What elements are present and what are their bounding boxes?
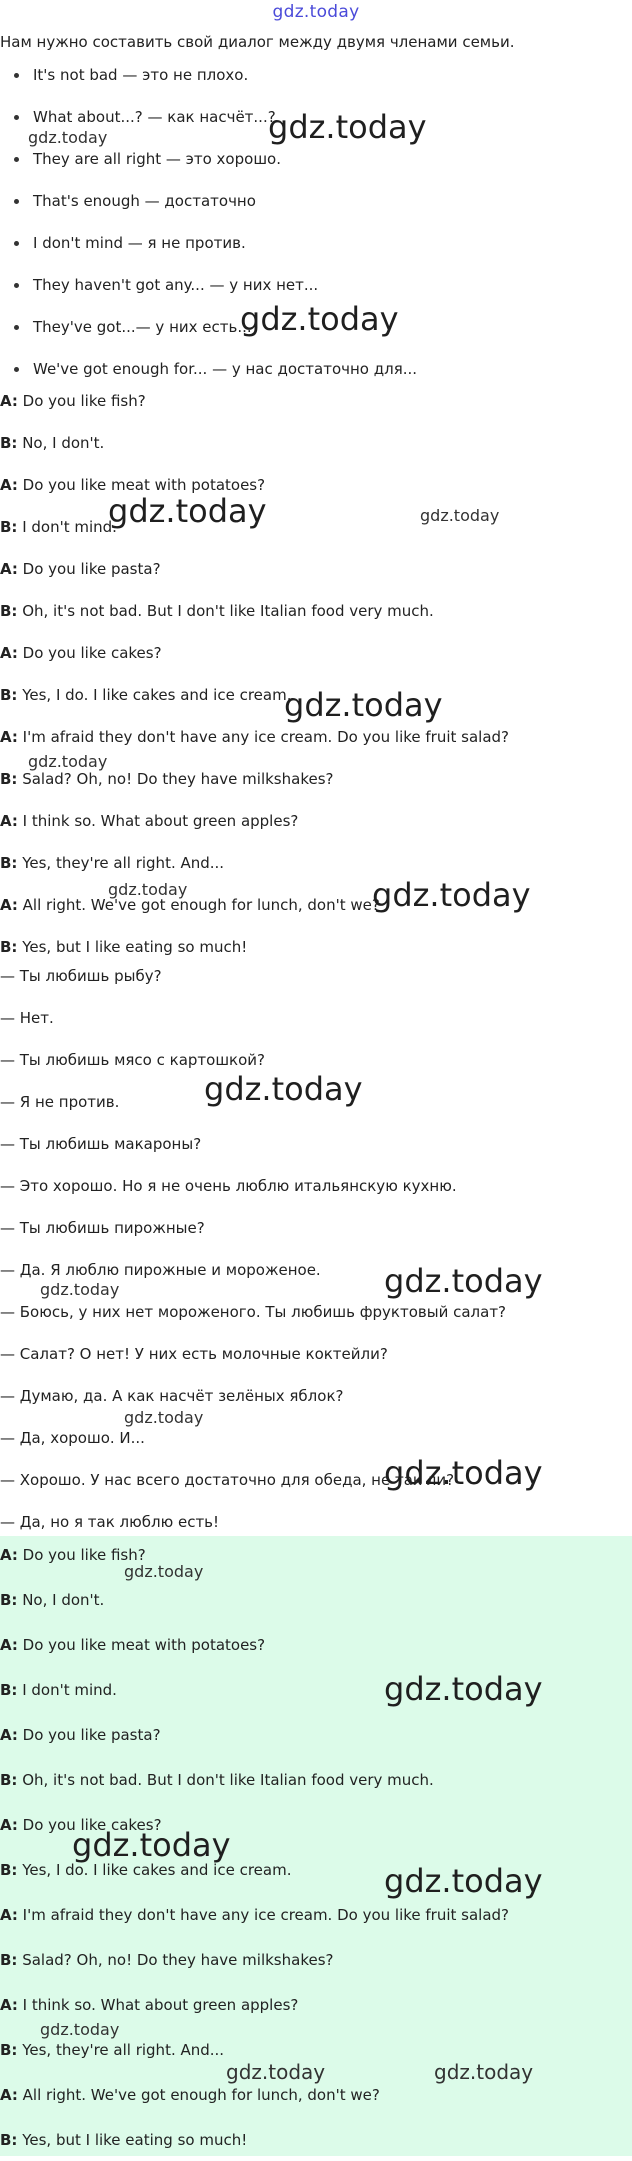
dialog-line bbox=[0, 770, 509, 812]
line-text: Salad? Oh, no! Do they have milkshakes? bbox=[17, 770, 334, 788]
watermark: gdz.today bbox=[204, 1070, 363, 1108]
speaker-label: B: bbox=[0, 434, 18, 452]
line-text: Do you like cakes? bbox=[17, 644, 162, 662]
dialog-line: — Это хорошо. Но я не очень люблю итальянскую кухню. bbox=[0, 1177, 457, 1195]
speaker-label: A: bbox=[0, 2086, 18, 2104]
dialog-line bbox=[0, 644, 509, 686]
dialog-line bbox=[0, 560, 509, 602]
dialog-line bbox=[0, 1771, 509, 1816]
watermark: gdz.today bbox=[372, 876, 531, 914]
speaker-label: B: bbox=[0, 938, 18, 956]
dialog-line bbox=[0, 938, 509, 970]
speaker-label: A: bbox=[0, 1636, 18, 1654]
line-text: All right. We've got enough for lunch, don't we? bbox=[17, 2086, 380, 2104]
watermark: gdz.today bbox=[40, 2020, 120, 2039]
line-text: I don't mind. bbox=[17, 1681, 117, 1699]
speaker-label: B: bbox=[0, 1951, 18, 1969]
speaker-label: B: bbox=[0, 1771, 18, 1789]
line-text: I don't mind. bbox=[17, 518, 117, 536]
speaker-label: B: bbox=[0, 1861, 18, 1879]
dialog-line: — Ты любишь макароны? bbox=[0, 1135, 202, 1153]
watermark: gdz.today bbox=[268, 108, 427, 146]
dialog-line bbox=[0, 1816, 509, 1861]
watermark: gdz.today bbox=[28, 752, 108, 771]
line-text: Do you like meat with potatoes? bbox=[17, 476, 266, 494]
dialog-line: — Думаю, да. А как насчёт зелёных яблок? bbox=[0, 1387, 344, 1405]
speaker-label: A: bbox=[0, 392, 18, 410]
watermark: gdz.today bbox=[124, 1408, 204, 1427]
dialog-line bbox=[0, 518, 509, 560]
line-text: Do you like fish? bbox=[17, 392, 146, 410]
line-text: Do you like meat with potatoes? bbox=[17, 1636, 266, 1654]
watermark: gdz.today bbox=[240, 300, 399, 338]
speaker-label: B: bbox=[0, 1681, 18, 1699]
dialog-line bbox=[0, 434, 509, 476]
dialog-line bbox=[0, 2041, 509, 2086]
speaker-label: A: bbox=[0, 1726, 18, 1744]
dialog-line bbox=[0, 854, 509, 896]
line-text: Oh, it's not bad. But I don't like Italian food very much. bbox=[17, 1771, 434, 1789]
speaker-label: B: bbox=[0, 2041, 18, 2059]
line-text: Do you like pasta? bbox=[17, 1726, 161, 1744]
dialog-line: — Нет. bbox=[0, 1009, 54, 1027]
speaker-label: B: bbox=[0, 854, 18, 872]
watermark: gdz.today bbox=[124, 1562, 204, 1581]
dialog-english-answer bbox=[0, 1546, 509, 2161]
dialog-line: — Боюсь, у них нет мороженого. Ты любишь фруктовый салат? bbox=[0, 1303, 507, 1321]
dialog-line bbox=[0, 1996, 509, 2041]
dialog-line bbox=[0, 1591, 509, 1636]
line-text: I think so. What about green apples? bbox=[17, 812, 299, 830]
watermark: gdz.today bbox=[384, 1454, 543, 1492]
dialog-line bbox=[0, 1906, 509, 1951]
dialog-line: — Да. Я люблю пирожные и мороженое. bbox=[0, 1261, 321, 1279]
speaker-label: A: bbox=[0, 1996, 18, 2014]
dialog-line: — Ты любишь мясо с картошкой? bbox=[0, 1051, 265, 1069]
speaker-label: B: bbox=[0, 518, 18, 536]
line-text: I'm afraid they don't have any ice cream. Do you like fruit salad? bbox=[17, 1906, 510, 1924]
line-text: Do you like pasta? bbox=[17, 560, 161, 578]
dialog-line bbox=[0, 896, 509, 938]
dialog-line: — Салат? О нет! У них есть молочные коктейли? bbox=[0, 1345, 388, 1363]
dialog-russian bbox=[0, 967, 506, 1545]
list-item: They've got...— у них есть... bbox=[0, 318, 417, 360]
line-text: No, I don't. bbox=[17, 1591, 105, 1609]
dialog-line: — Ты любишь пирожные? bbox=[0, 1219, 205, 1237]
speaker-label: A: bbox=[0, 896, 18, 914]
list-item: I don't mind — я не против. bbox=[0, 234, 417, 276]
list-item: They haven't got any... — у них нет... bbox=[0, 276, 417, 318]
line-text: Yes, they're all right. And... bbox=[17, 854, 225, 872]
line-text: Salad? Oh, no! Do they have milkshakes? bbox=[17, 1951, 334, 1969]
dialog-line: — Да, но я так люблю есть! bbox=[0, 1513, 220, 1531]
line-text: Oh, it's not bad. But I don't like Italian food very much. bbox=[17, 602, 434, 620]
watermark: gdz.today bbox=[420, 506, 500, 525]
speaker-label: A: bbox=[0, 644, 18, 662]
speaker-label: A: bbox=[0, 1816, 18, 1834]
watermark: gdz.today bbox=[108, 880, 188, 899]
dialog-line bbox=[0, 1636, 509, 1681]
dialog-line bbox=[0, 1681, 509, 1726]
watermark: gdz.today bbox=[284, 686, 443, 724]
speaker-label: B: bbox=[0, 602, 18, 620]
speaker-label: B: bbox=[0, 770, 18, 788]
dialog-line bbox=[0, 812, 509, 854]
watermark: gdz.today bbox=[108, 492, 267, 530]
watermark: gdz.today bbox=[40, 1280, 120, 1299]
dialog-line bbox=[0, 1861, 509, 1906]
line-text: No, I don't. bbox=[17, 434, 105, 452]
speaker-label: B: bbox=[0, 686, 18, 704]
dialog-line bbox=[0, 476, 509, 518]
speaker-label: B: bbox=[0, 2131, 18, 2149]
list-item: What about...? — как насчёт...? bbox=[0, 108, 417, 150]
dialog-line bbox=[0, 2131, 509, 2161]
watermark: gdz.today bbox=[384, 1262, 543, 1300]
watermark: gdz.today bbox=[384, 1862, 543, 1900]
phrase-list bbox=[0, 66, 417, 402]
dialog-line: — Ты любишь рыбу? bbox=[0, 967, 162, 985]
dialog-line bbox=[0, 602, 509, 644]
dialog-line: — Я не против. bbox=[0, 1093, 120, 1111]
watermark: gdz.today bbox=[434, 2060, 534, 2084]
speaker-label: A: bbox=[0, 1906, 18, 1924]
dialog-line: — Да, хорошо. И... bbox=[0, 1429, 145, 1447]
dialog-line bbox=[0, 392, 509, 434]
site-logo[interactable]: gdz.today bbox=[272, 2, 360, 22]
speaker-label: A: bbox=[0, 560, 18, 578]
list-item: That's enough — достаточно bbox=[0, 192, 417, 234]
speaker-label: A: bbox=[0, 1546, 18, 1564]
dialog-line bbox=[0, 686, 509, 728]
watermark: gdz.today bbox=[384, 1670, 543, 1708]
dialog-line bbox=[0, 2086, 509, 2131]
dialog-line: — Хорошо. У нас всего достаточно для обеда, не так ли? bbox=[0, 1471, 455, 1489]
line-text: Yes, they're all right. And... bbox=[17, 2041, 225, 2059]
line-text: Yes, I do. I like cakes and ice cream. bbox=[17, 686, 292, 704]
watermark: gdz.today bbox=[28, 128, 108, 147]
line-text: I'm afraid they don't have any ice cream. Do you like fruit salad? bbox=[17, 728, 510, 746]
list-item: They are all right — это хорошо. bbox=[0, 150, 417, 192]
dialog-english bbox=[0, 392, 509, 970]
speaker-label: A: bbox=[0, 476, 18, 494]
intro-text: Нам нужно составить свой диалог между двумя членами семьи. bbox=[0, 33, 515, 51]
line-text: Yes, but I like eating so much! bbox=[17, 938, 248, 956]
line-text: Do you like fish? bbox=[17, 1546, 146, 1564]
line-text: All right. We've got enough for lunch, don't we? bbox=[17, 896, 380, 914]
speaker-label: A: bbox=[0, 812, 18, 830]
list-item: We've got enough for... — у нас достаточно для... bbox=[0, 360, 417, 402]
watermark: gdz.today bbox=[72, 1826, 231, 1864]
dialog-line bbox=[0, 1546, 509, 1591]
line-text: Do you like cakes? bbox=[17, 1816, 162, 1834]
watermark: gdz.today bbox=[226, 2060, 326, 2084]
dialog-line bbox=[0, 728, 509, 770]
dialog-line bbox=[0, 1726, 509, 1771]
line-text: Yes, but I like eating so much! bbox=[17, 2131, 248, 2149]
speaker-label: B: bbox=[0, 1591, 18, 1609]
list-item: It's not bad — это не плохо. bbox=[0, 66, 417, 108]
dialog-line bbox=[0, 1951, 509, 1996]
line-text: Yes, I do. I like cakes and ice cream. bbox=[17, 1861, 292, 1879]
speaker-label: A: bbox=[0, 728, 18, 746]
line-text: I think so. What about green apples? bbox=[17, 1996, 299, 2014]
